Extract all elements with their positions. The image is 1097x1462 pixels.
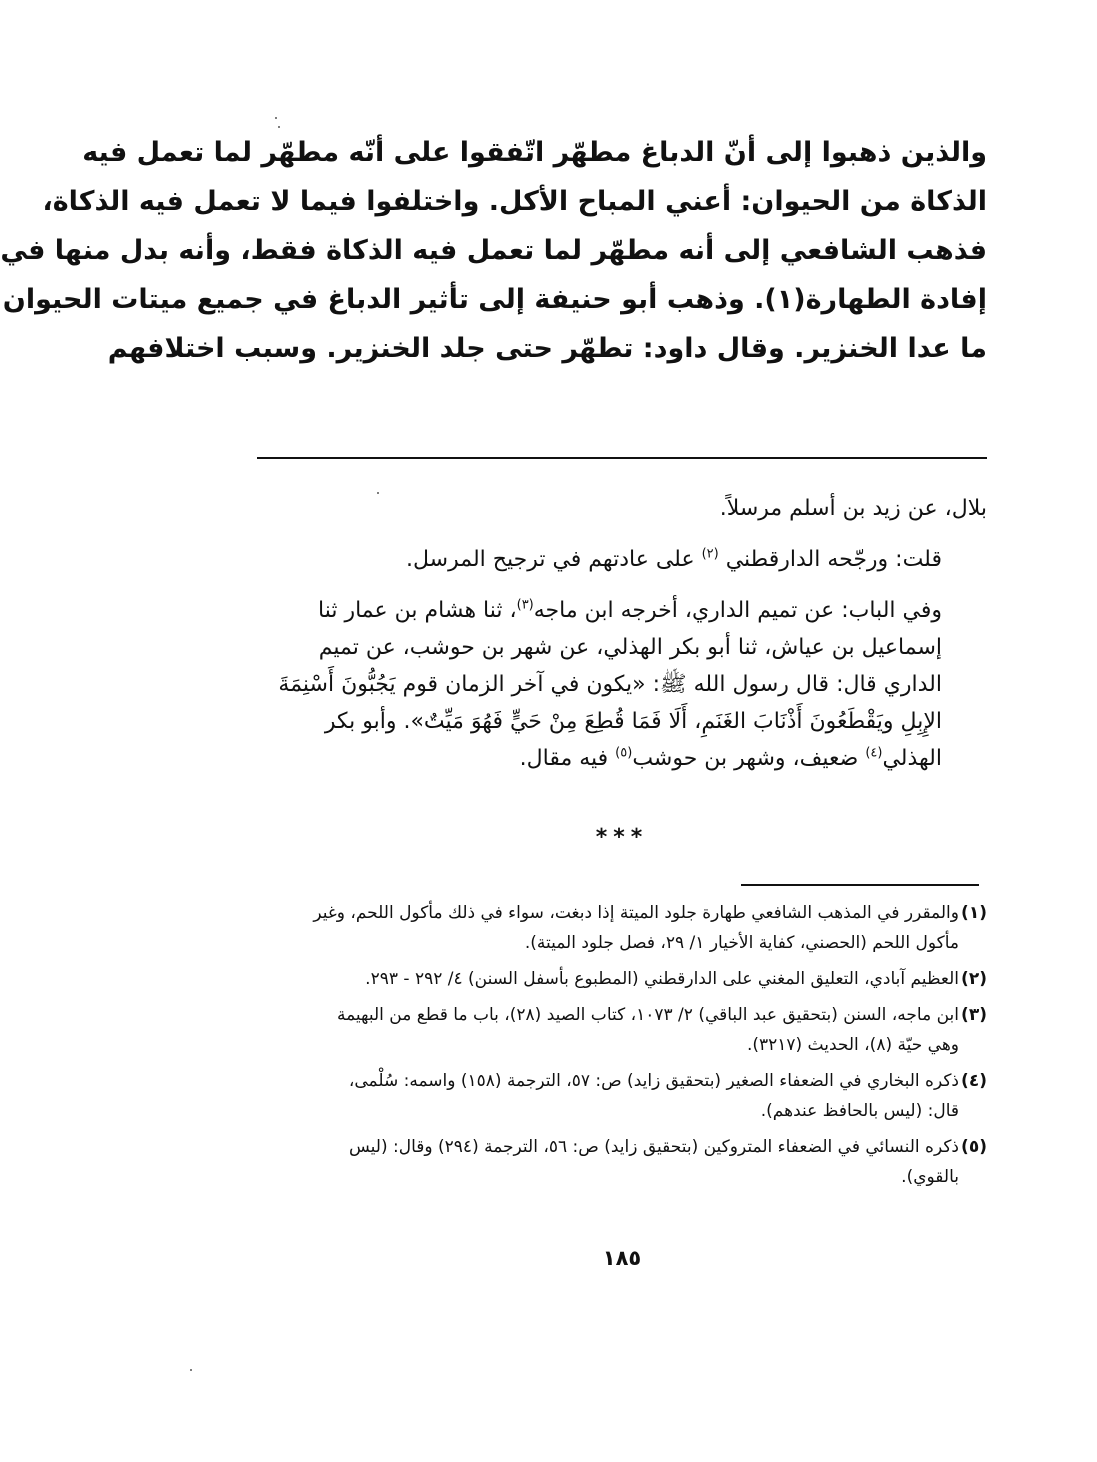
commentary-text: على عادتهم في ترجيح المرسل.	[406, 547, 702, 572]
footnote-item	[257, 964, 987, 994]
footnote-line: ذكره البخاري في الضعفاء الصغير (بتحقيق زايد) ص: ٥٧، الترجمة (١٥٨) واسمه: سُلْمى،	[348, 1071, 959, 1091]
commentary-paragraph	[257, 541, 987, 578]
main-text-line: والذين ذهبوا إلى أنّ الدباغ مطهّر اتّفقوا على أنّه مطهّر لما تعمل فيه	[82, 137, 987, 168]
footnote-number: (١)	[961, 903, 987, 923]
footnote-reference: (٢)	[701, 546, 719, 562]
footnote-body	[257, 898, 959, 958]
commentary-text: ، ثنا هشام بن عمار ثنا إسماعيل بن عياش، ثنا أبو بكر الهذلي، عن شهر بن حوشب، عن تميم الداري قال: قال رسول الله ﷺ: «يكون في آخر الزمان قوم يَجُبُّونَ أَسْنِمَةَ الإِبِلِ ويَقْطَعُونَ أَذْنَابَ الغَنَمِ، أَلَا فَمَا قُطِعَ مِنْ حَيٍّ فَهُوَ مَيِّتٌ». وأبو بكر الهذلي	[278, 598, 942, 771]
footnote-line: ذكره النسائي في الضعفاء المتروكين (بتحقيق زايد) ص: ٥٦، الترجمة (٢٩٤) وقال: (ليس	[349, 1137, 959, 1157]
main-text-line: فذهب الشافعي إلى أنه مطهّر لما تعمل فيه الذكاة فقط، وأنه بدل منها في	[0, 235, 987, 266]
footnotes	[257, 898, 987, 1198]
commentary-text: قلت: ورجّحه الدارقطني	[725, 547, 942, 572]
scan-speck	[275, 117, 277, 119]
footnote-line: العظيم آبادي، التعليق المغني على الدارقطني (المطبوع بأسفل السنن) ٤/ ٢٩٢ - ٢٩٣.	[365, 969, 959, 989]
footnote-item	[257, 1132, 987, 1192]
commentary-text: وفي الباب: عن تميم الداري، أخرجه ابن ماجه	[533, 598, 942, 623]
footnote-reference: (٣)	[516, 597, 534, 613]
footnote-body	[257, 1132, 959, 1192]
footnote-item	[257, 898, 987, 958]
commentary-paragraph: بلال، عن زيد بن أسلم مرسلاً.	[719, 496, 987, 521]
footnote-number: (٣)	[961, 1005, 987, 1025]
footnote-number: (٥)	[961, 1137, 987, 1157]
footnote-line: مأكول اللحم (الحصني، كفاية الأخيار ١/ ٢٩، فصل جلود الميتة).	[524, 933, 959, 953]
main-text-divider	[257, 457, 987, 459]
commentary-block	[257, 490, 987, 777]
footnote-line: ابن ماجه، السنن (بتحقيق عبد الباقي) ٢/ ١٠٧٣، كتاب الصيد (٢٨)، باب ما قطع من البهيمة	[336, 1005, 959, 1025]
scan-speck	[278, 126, 280, 128]
commentary-text: فيه مقال.	[519, 746, 616, 771]
footnote-number: (٤)	[961, 1071, 987, 1091]
section-separator-stars: ***	[595, 825, 649, 850]
footnote-body	[257, 1066, 959, 1126]
footnote-item	[257, 1066, 987, 1126]
footnote-line: وهي حيّة (٨)، الحديث (٣٢١٧).	[746, 1035, 959, 1055]
footnote-body	[257, 1000, 959, 1060]
commentary-paragraph	[257, 592, 987, 777]
footnote-item	[257, 1000, 987, 1060]
footnote-reference: (٥)	[615, 745, 633, 761]
main-text-line: ما عدا الخنزير. وقال داود: تطهّر حتى جلد الخنزير. وسبب اختلافهم	[107, 333, 987, 364]
footnote-line: قال: (ليس بالحافظ عندهم).	[760, 1101, 959, 1121]
footnote-number: (٢)	[961, 969, 987, 989]
scan-speck	[377, 492, 379, 494]
footnote-line: بالقوي).	[901, 1167, 959, 1187]
main-text	[0, 128, 987, 373]
commentary-text: ضعيف، وشهر بن حوشب	[632, 746, 866, 771]
footnotes-divider	[741, 884, 979, 886]
footnote-line: والمقرر في المذهب الشافعي طهارة جلود الميتة إذا دبغت، سواء في ذلك مأكول اللحم، وغير	[313, 903, 959, 923]
footnote-body	[257, 964, 959, 994]
footnote-reference: (٤)	[865, 745, 883, 761]
main-text-line: الذكاة من الحيوان: أعني المباح الأكل. واختلفوا فيما لا تعمل فيه الذكاة،	[42, 186, 987, 217]
main-text-line: إفادة الطهارة(١). وذهب أبو حنيفة إلى تأثير الدباغ في جميع ميتات الحيوان	[2, 284, 987, 315]
scan-speck	[190, 1369, 192, 1371]
page-number: ١٨٥	[602, 1246, 642, 1270]
